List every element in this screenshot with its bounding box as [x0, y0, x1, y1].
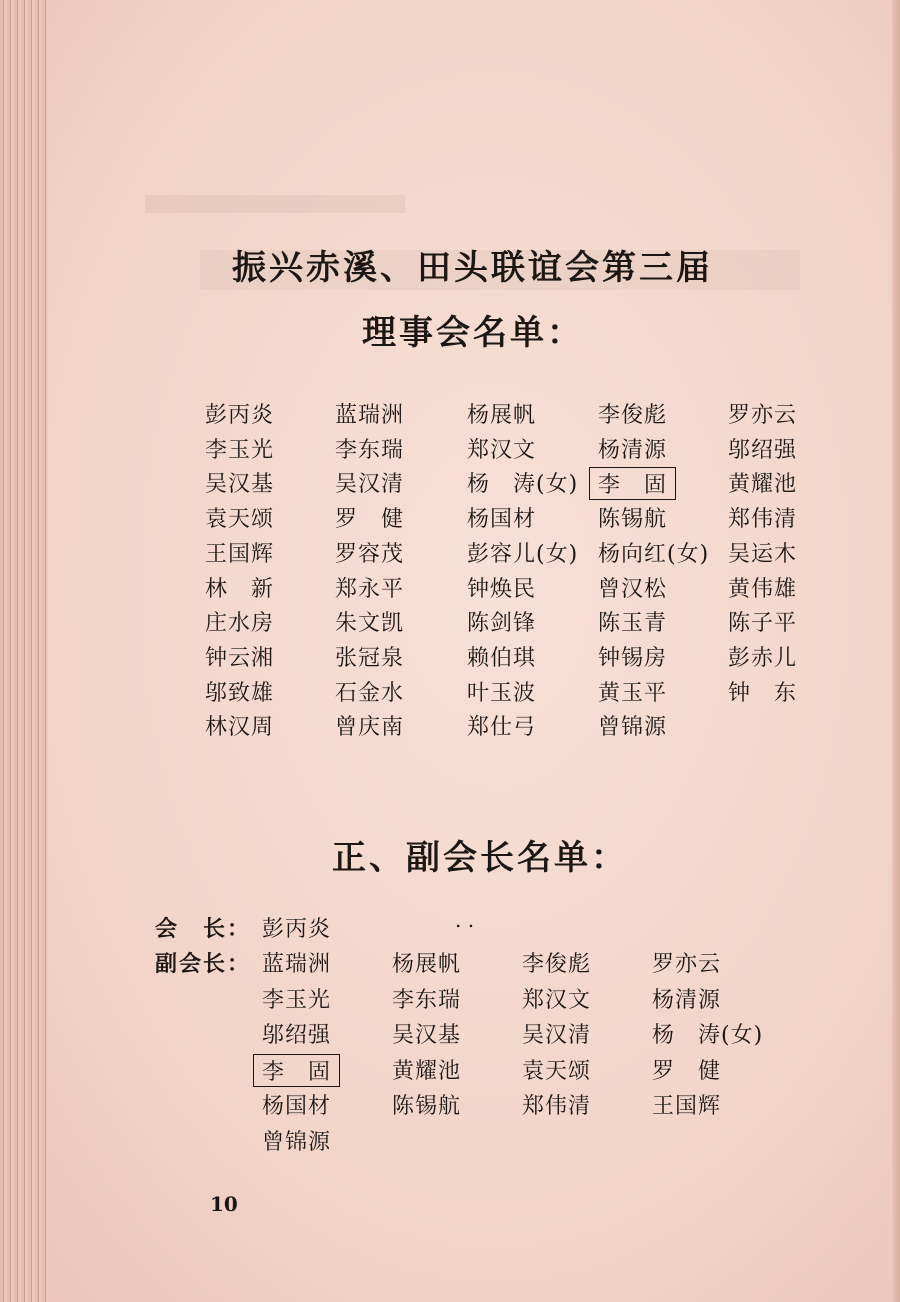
council-member-name: 郑仕弓 — [467, 715, 537, 741]
vice-president-name: 杨 涛(女) — [652, 1023, 764, 1048]
council-member-name: 张冠泉 — [335, 645, 405, 671]
vice-president-name: 吴汉清 — [522, 1023, 592, 1048]
council-member-name: 钟云湘 — [205, 645, 275, 671]
council-member-name: 曾汉松 — [598, 576, 668, 602]
council-member-name: 曾庆南 — [335, 715, 405, 741]
council-member-name: 郑汉文 — [467, 437, 537, 463]
vice-president-name: 罗亦云 — [652, 952, 722, 977]
vice-president-name: 李 固 — [253, 1054, 340, 1087]
vice-president-label: 副会长： — [155, 951, 252, 977]
vice-president-name: 郑伟清 — [522, 1094, 592, 1119]
council-member-name: 李俊彪 — [598, 403, 668, 428]
council-member-name: 蓝瑞洲 — [335, 403, 405, 428]
vice-president-name: 李俊彪 — [522, 952, 592, 977]
vice-president-name: 曾锦源 — [262, 1129, 332, 1155]
vice-president-name: 陈锡航 — [392, 1094, 462, 1119]
council-member-name: 林 新 — [205, 576, 275, 602]
council-member-name: 陈剑锋 — [467, 611, 537, 637]
president-name: 彭丙炎 — [262, 917, 332, 942]
council-member-name: 曾锦源 — [598, 715, 668, 741]
bleed-through-decoration — [145, 195, 405, 213]
council-member-name: 邬绍强 — [728, 437, 798, 463]
vice-president-name: 李玉光 — [262, 987, 332, 1013]
council-member-name: 庄水房 — [205, 611, 275, 637]
council-member-name: 彭赤儿 — [728, 645, 798, 671]
vice-president-name: 袁天颂 — [522, 1058, 592, 1084]
vice-president-name: 杨清源 — [652, 987, 722, 1013]
council-member-name: 杨展帆 — [467, 403, 537, 428]
council-member-name: 罗容茂 — [335, 541, 405, 567]
council-member-name: 吴汉基 — [205, 472, 275, 498]
council-member-name: 郑永平 — [335, 576, 405, 602]
council-member-name: 郑伟清 — [728, 507, 798, 533]
vice-president-name: 杨国材 — [262, 1094, 332, 1119]
vice-president-name: 杨展帆 — [392, 952, 462, 977]
council-member-name: 叶玉波 — [467, 680, 537, 706]
council-member-name: 钟 东 — [728, 680, 798, 706]
council-member-name: 陈子平 — [728, 611, 798, 637]
council-member-name: 石金水 — [335, 680, 405, 706]
council-member-name: 钟锡房 — [598, 645, 668, 671]
council-member-name: 邬致雄 — [205, 680, 275, 706]
president-label: 会 长： — [155, 916, 252, 942]
council-member-name: 彭容儿(女) — [467, 541, 579, 567]
council-member-name: 杨 涛(女) — [467, 472, 579, 498]
council-member-name: 钟焕民 — [467, 576, 537, 602]
council-member-name: 罗亦云 — [728, 403, 798, 428]
council-member-name: 赖伯琪 — [467, 645, 537, 671]
vice-president-name: 黄耀池 — [392, 1058, 462, 1084]
council-member-name: 彭丙炎 — [205, 403, 275, 428]
council-member-name: 李玉光 — [205, 437, 275, 463]
vice-president-name: 郑汉文 — [522, 987, 592, 1013]
vice-president-name: 吴汉基 — [392, 1023, 462, 1048]
vice-president-name: 王国辉 — [652, 1094, 722, 1119]
council-member-name: 罗 健 — [335, 507, 405, 533]
council-member-name: 陈玉青 — [598, 611, 668, 637]
council-subtitle: 理事会名单： — [362, 313, 584, 353]
council-member-name: 李 固 — [589, 467, 676, 500]
council-member-name: 李东瑞 — [335, 437, 405, 463]
council-member-name: 朱文凯 — [335, 611, 405, 637]
council-member-name: 杨国材 — [467, 507, 537, 533]
vice-president-name: 邬绍强 — [262, 1023, 332, 1048]
council-member-name: 袁天颂 — [205, 507, 275, 533]
page-number: 10 — [210, 1192, 238, 1216]
vice-president-name: 李东瑞 — [392, 987, 462, 1013]
stray-marks: . . — [455, 908, 475, 932]
page-right-edge — [892, 0, 900, 1302]
council-member-name: 杨清源 — [598, 437, 668, 463]
council-member-name: 黄玉平 — [598, 680, 668, 706]
vice-president-name: 蓝瑞洲 — [262, 952, 332, 977]
leaders-title: 正、副会长名单： — [332, 838, 628, 878]
council-member-name: 黄耀池 — [728, 472, 798, 498]
council-member-name: 林汉周 — [205, 715, 275, 741]
council-member-name: 黄伟雄 — [728, 576, 798, 602]
council-member-name: 杨向红(女) — [598, 541, 710, 567]
council-member-name: 陈锡航 — [598, 507, 668, 533]
page-edge-stack — [0, 0, 48, 1302]
vice-president-name: 罗 健 — [652, 1058, 722, 1084]
council-member-name: 吴汉清 — [335, 472, 405, 498]
council-member-name: 吴运木 — [728, 541, 798, 567]
council-member-name: 王国辉 — [205, 541, 275, 567]
council-title: 振兴赤溪、田头联谊会第三届 — [232, 248, 713, 288]
